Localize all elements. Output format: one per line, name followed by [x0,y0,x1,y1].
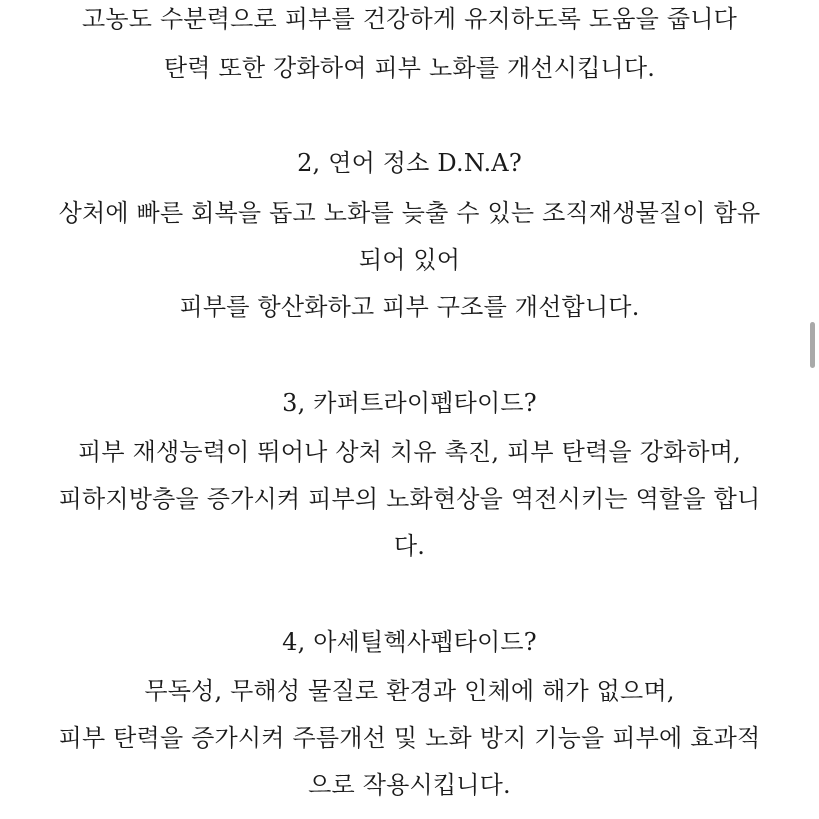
intro-line: 고농도 수분력으로 피부를 건강하게 유지하도록 도움을 줍니다 [82,5,737,33]
scrollbar-thumb[interactable] [810,322,815,368]
section-line: 상처에 빠른 회복을 돕고 노화를 늦출 수 있는 조직재생물질이 함유 [58,199,761,227]
intro-line: 탄력 또한 강화하여 피부 노화를 개선시킵니다. [163,54,656,82]
section-line: 으로 작용시킵니다. [308,771,511,799]
section-line: 피하지방층을 증가시켜 피부의 노화현상을 역전시키는 역할을 합니 [58,485,761,513]
section-line: 다. [393,532,426,560]
section-heading: 4, 아세틸헥사펩타이드? [282,628,537,656]
section-heading: 2, 연어 정소 D.N.A? [297,149,522,177]
section-heading: 3, 카퍼트라이펩타이드? [282,389,537,417]
section-line: 되어 있어 [358,246,461,274]
section-line: 피부 탄력을 증가시켜 주름개선 및 노화 방지 기능을 피부에 효과적 [58,724,761,752]
section-line: 피부 재생능력이 뛰어나 상처 치유 촉진, 피부 탄력을 강화하며, [78,438,741,466]
section-line: 무독성, 무해성 물질로 환경과 인체에 해가 없으며, [144,677,675,705]
section-line: 피부를 항산화하고 피부 구조를 개선합니다. [179,293,640,321]
